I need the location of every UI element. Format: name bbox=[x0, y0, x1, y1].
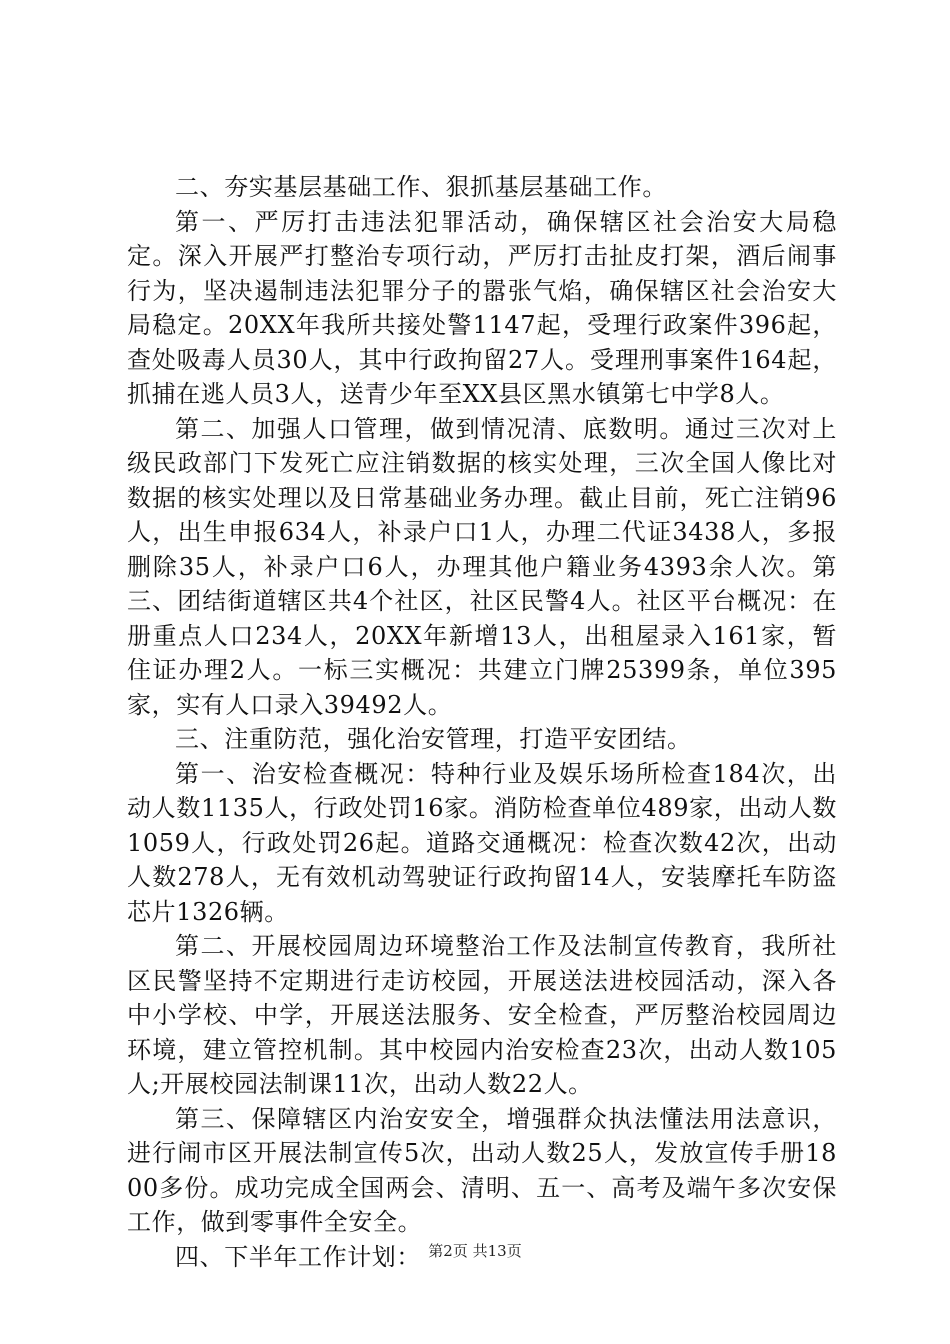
section-heading-4: 四、下半年工作计划： bbox=[175, 1242, 421, 1271]
section-heading-3: 三、注重防范，强化治安管理，打造平安团结。 bbox=[175, 725, 692, 753]
paragraph-public-safety: 第三、保障辖区内治安安全，增强群众执法懂法用法意识，进行闹市区开展法制宣传5次，出动人数25人，发放宣传手册1800多份。成功完成全国两会、清明、五一、高考及端午多次安保工作，做到零事件全安全。 bbox=[127, 1104, 837, 1236]
paragraph-crime-crackdown: 第一、严厉打击违法犯罪活动，确保辖区社会治安大局稳定。深入开展严打整治专项行动，严厉打击扯皮打架，酒后闹事行为，坚决遏制违法犯罪分子的嚣张气焰，确保辖区社会治安大局稳定。20XX年我所共接处警1147起，受理行政案件396起，查处吸毒人员30人，其中行政拘留27人。受理刑事案件164起，抓捕在逃人员3人，送青少年至XX县区黑水镇第七中学8人。 bbox=[127, 207, 837, 408]
page-number-footer: 第2页 共13页 bbox=[428, 1242, 522, 1260]
section-heading-2: 二、夯实基层基础工作、狠抓基层基础工作。 bbox=[175, 173, 667, 201]
paragraph-campus-environment: 第二、开展校园周边环境整治工作及法制宣传教育，我所社区民警坚持不定期进行走访校园，开展送法进校园活动，深入各中小学校、中学，开展送法服务、安全检查，严厉整治校园周边环境，建立管控机制。其中校园内治安检查23次，出动人数105人;开展校园法制课11次，出动人数22人。 bbox=[127, 932, 837, 1098]
document-body bbox=[127, 170, 837, 1274]
paragraph-population-management: 第二、加强人口管理，做到情况清、底数明。通过三次对上级民政部门下发死亡应注销数据的核实处理，三次全国人像比对数据的核实处理以及日常基础业务办理。截止目前，死亡注销96人，出生申报634人，补录户口1人，办理二代证3438人，多报删除35人，补录户口6人，办理其他户籍业务4393余人次。第三、团结街道辖区共4个社区，社区民警4人。社区平台概况：在册重点人口234人，20XX年新增13人，出租屋录入161家，暂住证办理2人。一标三实概况：共建立门牌25399条，单位395家，实有人口录入39492人。 bbox=[127, 414, 837, 719]
paragraph-security-inspection: 第一、治安检查概况：特种行业及娱乐场所检查184次，出动人数1135人，行政处罚16家。消防检查单位489家，出动人数1059人，行政处罚26起。道路交通概况：检查次数42次，出动人数278人，无有效机动驾驶证行政拘留14人，安装摩托车防盗芯片1326辆。 bbox=[127, 759, 837, 926]
